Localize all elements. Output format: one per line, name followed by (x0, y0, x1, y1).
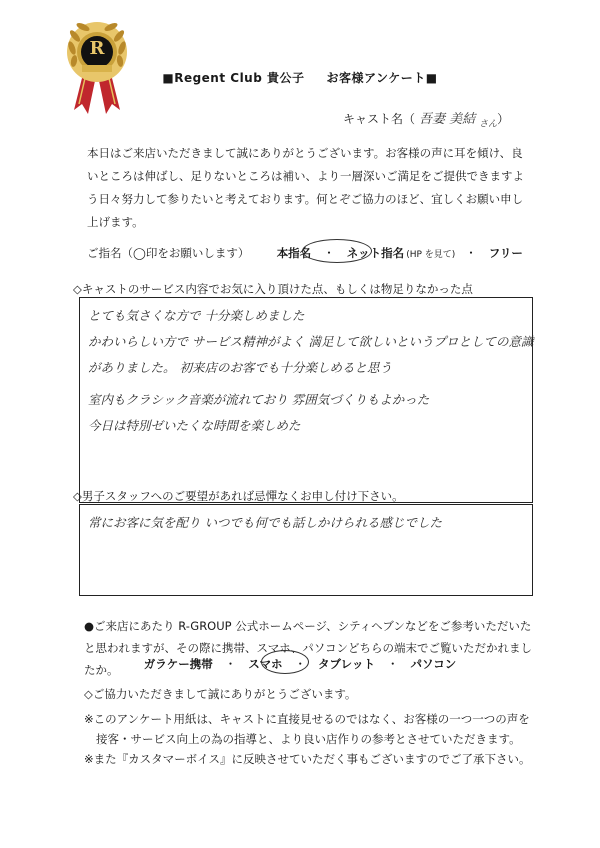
cast-name-handwritten: 吾妻 美結 (419, 112, 476, 127)
cast-name-suffix: さん (479, 119, 498, 130)
cast-name-label: キャスト名（ (343, 112, 416, 126)
intro-paragraph: 本日はご来店いただきまして誠にありがとうございます。お客様の声に耳を傾け、良いところは伸ばし、足りないところは補い、より一層深いご満足をご提供できますよう日々努力して参りたいと考えております。何とぞご協力のほど、宜しくお願い申し上げます。 (87, 146, 524, 229)
note-line: ※また『カスタマーボイス』に反映させていただく事もございますのでご了承下さい。 (84, 752, 531, 766)
survey-title (0, 69, 600, 86)
nomination-line: ご指名（◯印をお願いします） 本指名 ・ ネット指名 (HP を見て) ・ フリー (87, 246, 523, 260)
cast-service-question: ◇キャストのサービス内容でお気に入り頂けた点、もしくは物足りなかった点 (73, 282, 473, 296)
answer-line: 常にお客に気を配り いつでも何でも話しかけられる感じでした (88, 515, 442, 530)
nomination-net-note: (HP を見て) (406, 250, 456, 260)
answer-line: とても気さくな方で 十分楽しめました (88, 308, 305, 323)
nomination-option-free[interactable]: フリー (488, 246, 523, 260)
device-option-pc[interactable]: パソコン (410, 657, 457, 671)
device-question: ●ご来店にあたり R-GROUP 公式ホームページ、シティヘブンなどをご参考いただいたと思われますが、その際に携帯、スマホ、パソコンどちらの端末でご覧いただかれましたか。 (84, 619, 533, 677)
nomination-selected-circle (302, 239, 372, 263)
seal-letter: R (89, 38, 105, 59)
footer-notes (84, 709, 534, 769)
nomination-option-main[interactable]: 本指名 (276, 246, 312, 260)
device-option-feature-phone[interactable]: ガラケー携帯 (143, 657, 213, 671)
title-club-name: ■Regent Club 貴公子 (162, 71, 305, 85)
device-selected-circle (261, 650, 309, 674)
answer-line: がありました。 初来店のお客でも十分楽しめると思う (88, 360, 392, 375)
answer-line: かわいらしい方で サービス精神がよく 満足して欲しいというプロとしての意識 (88, 334, 534, 349)
note-line: 接客・サービス向上の為の指導と、より良い店作りの参考とさせていただきます。 (96, 732, 521, 746)
answer-line: 室内もクラシック音楽が流れており 雰囲気づくりもよかった (88, 392, 430, 407)
regent-seal-logo (62, 18, 132, 118)
cast-name-line (343, 108, 509, 130)
device-options: ガラケー携帯 ・ スマホ ・ タブレット ・ パソコン (143, 657, 457, 671)
cast-name-close-paren: ） (497, 112, 510, 126)
staff-request-answer-box[interactable] (79, 504, 533, 596)
title-survey-label: お客様アンケート■ (326, 71, 438, 85)
staff-request-question: ◇男子スタッフへのご要望があれば忌憚なくお申し付け下さい。 (73, 489, 404, 503)
nomination-option-net[interactable]: ネット指名 (346, 246, 405, 260)
answer-line: 今日は特別ゼいたくな時間を楽しめた (88, 418, 301, 433)
thanks-line: ◇ご協力いただきまして誠にありがとうございます。 (84, 687, 357, 701)
nomination-label: ご指名（◯印をお願いします） (87, 246, 250, 260)
cast-service-answer-box[interactable] (79, 297, 533, 503)
note-line: ※このアンケート用紙は、キャストに直接見せるのではなく、お客様の一つ一つの声を (84, 712, 530, 726)
device-option-tablet[interactable]: タブレット (318, 657, 375, 671)
device-option-smartphone[interactable]: スマホ (248, 657, 283, 671)
